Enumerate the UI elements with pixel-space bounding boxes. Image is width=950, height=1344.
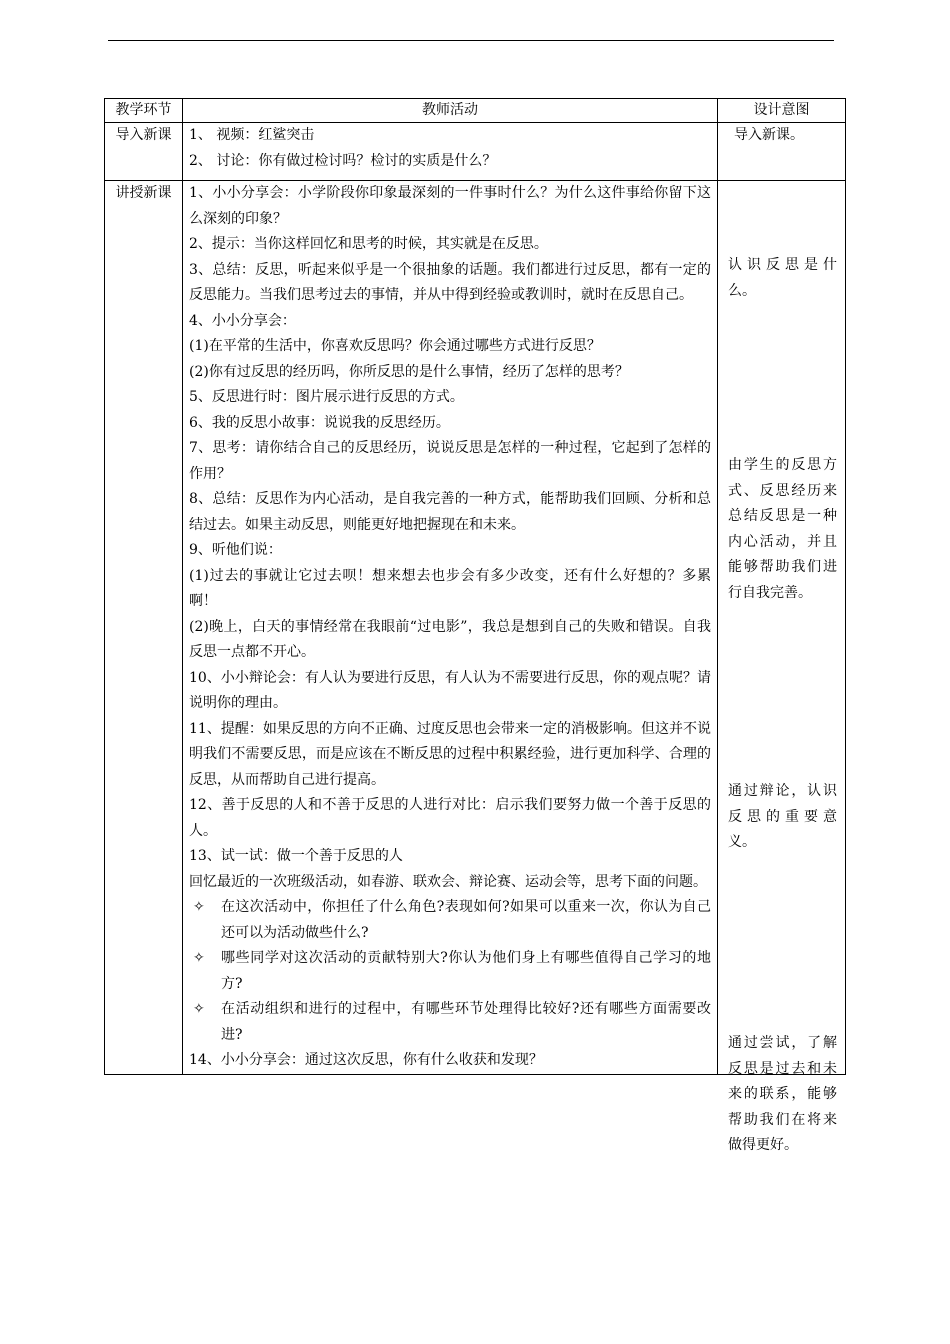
table-row-intro [105, 123, 846, 181]
activities-intro [183, 123, 718, 181]
activity-item: 1、 视频：红鲨突击 [189, 127, 315, 143]
sparkle-bullet-icon: ✧ [193, 899, 205, 915]
sparkle-bullet-icon: ✧ [193, 1001, 205, 1017]
bullet-item [189, 997, 711, 1048]
activity-item: 14、小小分享会：通过这次反思，你有什么收获和发现？ [189, 1052, 543, 1068]
intent-text: 认识反思是什么。 [728, 257, 837, 299]
intent-text: 由学生的反思方式、反思经历来总结反思是一种内心活动，并且能够帮助我们进行自我完善。 [728, 457, 837, 601]
stage-teach: 讲授新课 [105, 181, 183, 1075]
bullet-text: 哪些同学对这次活动的贡献特别大?你认为他们身上有哪些值得自己学习的地方? [221, 950, 711, 992]
table-header-row [105, 99, 846, 123]
intent-text: 通过尝试，了解反思是过去和未来的联系，能够帮助我们在将来做得更好。 [728, 1035, 837, 1153]
activity-item: 3、总结：反思，听起来似乎是一个很抽象的话题。我们都进行过反思，都有一定的反思能力。当我们思考过去的事情，并从中得到经验或教训时，就时在反思自己。 [189, 261, 711, 303]
intent-text: 导入新课。 [734, 127, 804, 143]
intents-teach [718, 181, 846, 1153]
activity-item: 5、反思进行时：图片展示进行反思的方式。 [189, 389, 464, 405]
activities-teach [183, 181, 718, 1075]
intent-intro [718, 123, 846, 181]
bullet-item [189, 895, 711, 946]
activity-item: (1)过去的事就让它过去呗！想来想去也步会有多少改变，还有什么好想的？多累啊！ [189, 567, 711, 609]
activity-item: (2)你有过反思的经历吗，你所反思的是什么事情，经历了怎样的思考？ [189, 363, 629, 380]
bullet-text: 在这次活动中，你担任了什么角色?表现如何?如果可以重来一次，你认为自己还可以为活动做些什么? [221, 899, 711, 941]
activity-item: 4、小小分享会： [189, 312, 296, 329]
activity-item: 2、提示：当你这样回忆和思考的时候，其实就是在反思。 [189, 236, 548, 252]
header-rule [108, 40, 834, 41]
activity-item: 2、 讨论：你有做过检讨吗？检讨的实质是什么？ [189, 152, 497, 169]
activity-item: 10、小小辩论会：有人认为要进行反思，有人认为不需要进行反思，你的观点呢？请说明你的理由。 [189, 669, 711, 711]
sparkle-bullet-icon: ✧ [193, 950, 205, 966]
activity-item: 9、听他们说： [189, 542, 282, 558]
activity-item: 13、试一试：做一个善于反思的人 [189, 848, 403, 864]
activity-item: 7、思考：请你结合自己的反思经历，说说反思是怎样的一种过程，它起到了怎样的作用？ [189, 440, 711, 482]
activity-item: 6、我的反思小故事：说说我的反思经历。 [189, 414, 450, 431]
activity-item: (2)晚上，白天的事情经常在我眼前“过电影”，我总是想到自己的失败和错误。自我反思一点都不开心。 [189, 618, 711, 660]
activity-item: 8、总结：反思作为内心活动，是自我完善的一种方式，能帮助我们回顾、分析和总结过去。如果主动反思，则能更好地把握现在和未来。 [189, 491, 711, 533]
activity-item: 回忆最近的一次班级活动，如春游、联欢会、辩论赛、运动会等，思考下面的问题。 [189, 873, 707, 890]
stage-intro: 导入新课 [105, 123, 183, 181]
activity-item: 1、小小分享会：小学阶段你印象最深刻的一件事时什么？为什么这件事给你留下这么深刻的印象？ [189, 185, 711, 227]
bullet-item [189, 946, 711, 997]
header-design-intent: 设计意图 [718, 99, 846, 123]
bullet-text: 在活动组织和进行的过程中，有哪些环节处理得比较好?还有哪些方面需要改进? [221, 1001, 711, 1043]
activity-item: (1)在平常的生活中，你喜欢反思吗？你会通过哪些方式进行反思？ [189, 338, 601, 354]
intent-text: 通过辩论，认识反思的重要意义。 [728, 783, 837, 850]
header-teacher-activity: 教师活动 [183, 99, 718, 123]
lesson-plan-table [104, 98, 846, 1153]
activity-item: 11、提醒：如果反思的方向不正确、过度反思也会带来一定的消极影响。但这并不说明我们不需要反思，而是应该在不断反思的过程中积累经验，进行更加科学、合理的反思，从而帮助自己进行提高。 [189, 720, 711, 788]
header-stage: 教学环节 [105, 99, 183, 123]
table-row-teach [105, 181, 846, 1075]
activity-item: 12、善于反思的人和不善于反思的人进行对比：启示我们要努力做一个善于反思的人。 [189, 797, 711, 839]
